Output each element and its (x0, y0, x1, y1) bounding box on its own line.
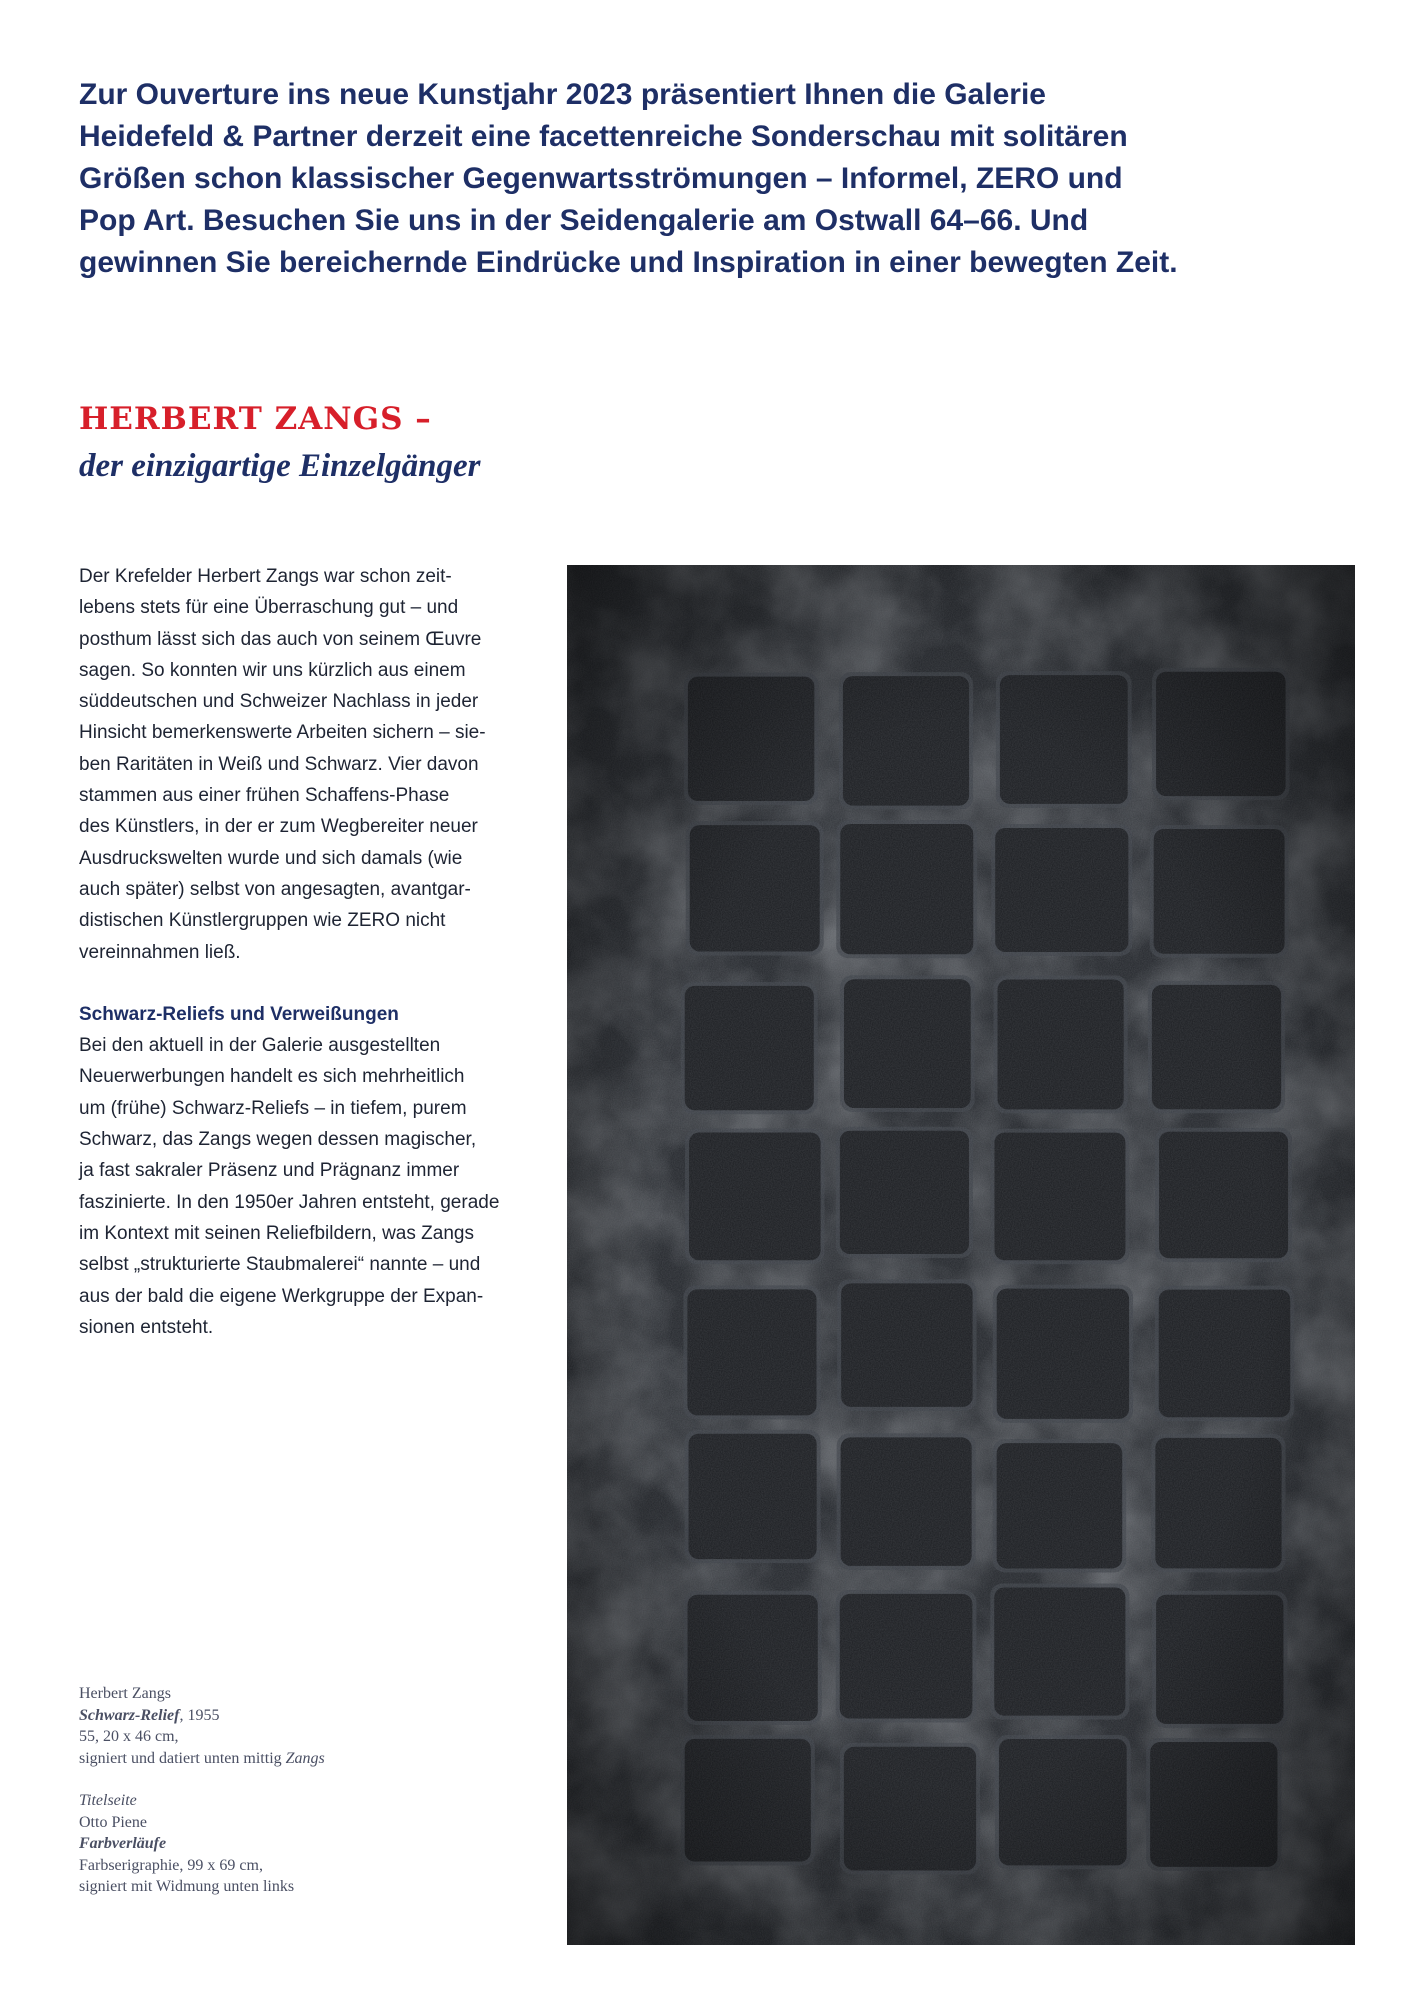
body-line: faszinierte. In den 1950er Jahren entsteht, gerade (79, 1191, 500, 1213)
article-body (79, 561, 549, 1343)
body-paragraph-2 (79, 1030, 549, 1343)
body-line: im Kontext mit seinen Reliefbildern, was Zangs (79, 1222, 474, 1244)
body-paragraph-1 (79, 561, 549, 968)
body-line: Hinsicht bemerkenswerte Arbeiten sichern – sie- (79, 722, 486, 744)
body-line: vereinnahmen ließ. (79, 941, 241, 963)
body-line: süddeutschen und Schweizer Nachlass in jeder (79, 691, 479, 713)
intro-line: Zur Ouverture ins neue Kunstjahr 2023 präsentiert Ihnen die Galerie (79, 78, 1046, 111)
body-line: Schwarz, das Zangs wegen dessen magischer, (79, 1129, 477, 1151)
relief-artwork-image (567, 565, 1355, 1945)
caption-cover-label: Titelseite (79, 1792, 137, 1809)
body-line: des Künstlers, in der er zum Wegbereiter neuer (79, 816, 478, 838)
intro-paragraph (79, 74, 1339, 284)
body-line: ben Raritäten in Weiß und Schwarz. Vier davon (79, 753, 479, 775)
body-line: um (frühe) Schwarz-Reliefs – in tiefem, purem (79, 1097, 467, 1119)
article-title: HERBERT ZANGS – (79, 401, 432, 437)
body-line: distischen Künstlergruppen wie ZERO nicht (79, 910, 446, 932)
intro-line: Pop Art. Besuchen Sie uns in der Seidengalerie am Ostwall 64–66. Und (79, 204, 1089, 237)
body-line: aus der bald die eigene Werkgruppe der Expan- (79, 1285, 484, 1307)
body-line: Ausdruckswelten wurde und sich damals (wie (79, 847, 463, 869)
body-line: selbst „strukturierte Staubmalerei“ nannte – und (79, 1254, 481, 1276)
section-heading: Schwarz-Reliefs und Verweißungen (79, 1003, 399, 1025)
body-line: sionen entsteht. (79, 1316, 214, 1338)
body-line: lebens stets für eine Überraschung gut – und (79, 597, 459, 619)
body-line: stammen aus einer frühen Schaffens-Phase (79, 785, 450, 807)
caption-cover-artist: Otto Piene (79, 1813, 147, 1831)
caption-signature-prefix: signiert und datiert unten mittig (79, 1749, 286, 1767)
caption-work-title: Schwarz-Relief (79, 1706, 180, 1724)
intro-line: Größen schon klassischer Gegenwartsströmungen – Informel, ZERO und (79, 162, 1123, 195)
artwork-vignette (567, 565, 1355, 1945)
body-line: ja fast sakraler Präsenz und Prägnanz immer (79, 1160, 460, 1182)
caption-cover-medium: Farbserigraphie, 99 x 69 cm, (79, 1856, 263, 1874)
caption-cover-title: Farbverläufe (79, 1835, 167, 1852)
caption-dimensions: 55, 20 x 46 cm, (79, 1728, 179, 1745)
article-subtitle: der einzigartige Einzelgänger (79, 448, 481, 484)
intro-line: Heidefeld & Partner derzeit eine facettenreiche Sonderschau mit solitären (79, 120, 1128, 153)
caption-signature (79, 1748, 499, 1770)
body-line: auch später) selbst von angesagten, avantgar- (79, 878, 471, 900)
image-caption (79, 1683, 499, 1898)
caption-cover-signature: signiert mit Widmung unten links (79, 1878, 295, 1895)
paragraph-spacer (79, 968, 549, 999)
body-line: sagen. So konnten wir uns kürzlich aus einem (79, 659, 466, 681)
body-line: Neuerwerbungen handelt es sich mehrheitlich (79, 1066, 465, 1088)
caption-spacer (79, 1769, 499, 1790)
caption-work (79, 1705, 499, 1727)
intro-line: gewinnen Sie bereichernde Eindrücke und Inspiration in einer bewegten Zeit. (79, 246, 1178, 279)
body-line: Bei den aktuell in der Galerie ausgestellten (79, 1035, 441, 1057)
body-line: posthum lässt sich das auch von seinem Œuvre (79, 628, 482, 650)
caption-artist: Herbert Zangs (79, 1685, 171, 1702)
body-line: Der Krefelder Herbert Zangs war schon zeit- (79, 566, 452, 587)
caption-work-year: , 1955 (179, 1706, 220, 1724)
caption-signature-name: Zangs (285, 1749, 325, 1767)
